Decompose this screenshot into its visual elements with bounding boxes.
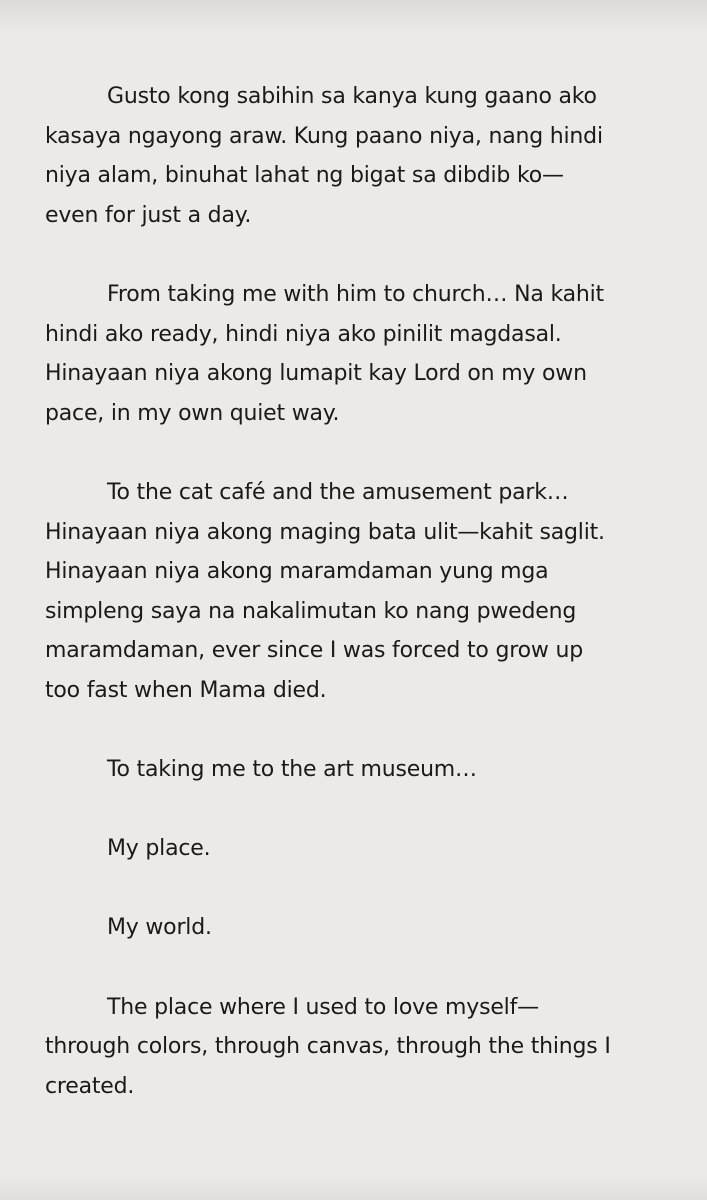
paragraph-6: My world. <box>107 915 212 941</box>
paragraph-7: The place where I used to love myself— through colors, through canvas, through the things I created. <box>45 994 611 1099</box>
bottom-edge-shadow <box>0 1174 707 1200</box>
paragraph-gap <box>45 948 685 988</box>
paragraph-5: My place. <box>107 836 211 862</box>
paragraph-gap <box>45 790 685 830</box>
paragraph-gap <box>45 711 685 751</box>
paragraph-gap <box>45 433 685 473</box>
story-text <box>45 77 685 1106</box>
paragraph-1: Gusto kong sabihin sa kanya kung gaano ako kasaya ngayong araw. Kung paano niya, nang hindi niya alam, binuhat lahat ng bigat sa dibdib ko— even for just a day. <box>45 84 603 228</box>
paragraph-4: To taking me to the art museum… <box>107 757 477 783</box>
paragraph-gap <box>45 235 685 275</box>
paragraph-gap <box>45 869 685 909</box>
paragraph-2: From taking me with him to church… Na kahit hindi ako ready, hindi niya ako pinilit magdasal. Hinayaan niya akong lumapit kay Lord on my own pace, in my own quiet way. <box>45 281 604 426</box>
top-edge-shadow <box>0 0 707 34</box>
paragraph-3: To the cat café and the amusement park… Hinayaan niya akong maging bata ulit—kahit saglit. Hinayaan niya akong maramdaman yung mga simpleng saya na nakalimutan ko nang pwedeng maramdaman, ever since I was forced to grow up too fast when Mama died. <box>45 479 605 703</box>
